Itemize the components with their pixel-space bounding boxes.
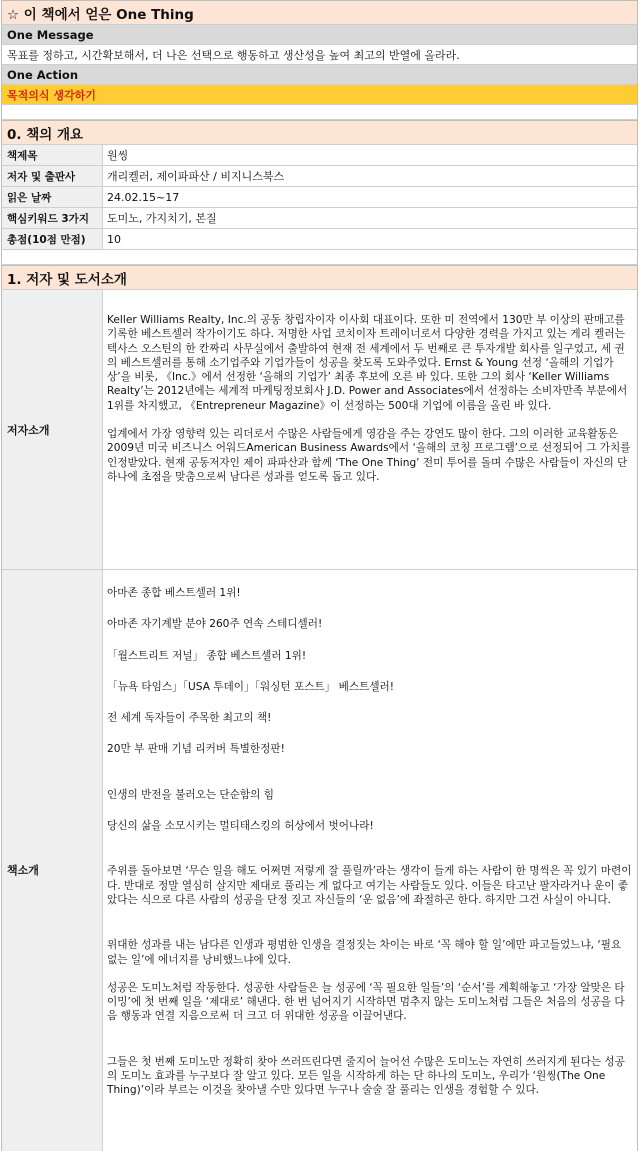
overview-value: 개리켈러, 제이파파산 / 비지니스북스 xyxy=(107,170,285,183)
one-action-text: 목적의식 생각하기 xyxy=(1,85,638,105)
overview-label: 총점(10점 만점) xyxy=(2,229,103,249)
one-message-label: One Message xyxy=(1,25,638,45)
overview-title: 0. 책의 개요 xyxy=(1,120,638,145)
book-paragraph: 「월스트리트 저널」 종합 베스트셀러 1위! xyxy=(107,649,307,662)
book-paragraph: 그들은 첫 번째 도미노만 정확히 찾아 쓰러뜨린다면 줄지어 늘어선 수많은 도미노는 자연히 쓰러지게 된다는 성공의 도미노 효과를 누구보다 잘 알고 있다. 모든 일을 시작하게 하는 단 하나의 도미노, 우리가 ‘원씽(The One Thing)’이라 부르는 이것을 찾아낼 수만 있다면 누구나 술술 잘 풀리는 인생을 경험할 수 있다. xyxy=(107,1055,625,1097)
book-paragraph: 아마존 자기계발 분야 260주 연속 스테디셀러! xyxy=(107,618,323,631)
one-message-text: 목표를 정하고, 시간확보해서, 더 나은 선택으로 행동하고 생산성을 높여 최고의 반열에 올라라. xyxy=(1,45,638,65)
book-paragraph: 당신의 삶을 소모시키는 멀티태스킹의 허상에서 벗어나라! xyxy=(107,820,374,833)
overview-row-date xyxy=(1,187,638,208)
one-thing-title: ☆ 이 책에서 얻은 One Thing xyxy=(1,0,638,25)
book-paragraph: 전 세계 독자들이 주목한 최고의 책! xyxy=(107,712,272,725)
author-paragraph: Keller Williams Realty, Inc.의 공동 창립자이자 이사회 대표이다. 또한 미 전역에서 130만 부 이상의 판매고를 기록한 베스트셀러 작가이기도 하다. 저명한 사업 코치이자 트레이너로서 다양한 경력을 가지고 있는 게리 켈러는 텍사스 오스틴의 한 칸짜리 사무실에서 출발하여 현재 전 세계에서 두 번째로 큰 투자개발 회사를 일구었고, 세 권의 베스트셀러를 통해 소기업주와 기업가들이 성공을 찾도록 도와주었다. Ernst & Young 선정 ‘올해의 기업가 상’을 비롯, 《Inc.》에서 선정한 ‘올해의 기업가’ 최종 후보에 오른 바 있다. 또한 그의 회사 ‘Keller Williams Realty’는 2012년에는 세계적 마케팅정보회사 J.D. Power and Associates에서 선정하는 소비자만족 부분에서 1위를 차지했고, 《Entrepreneur Magazine》이 선정하는 500대 기업에 이름을 올린 바 있다. xyxy=(107,314,628,412)
author-intro-content xyxy=(103,290,637,569)
overview-label: 읽은 날짜 xyxy=(2,187,103,207)
spacer-row xyxy=(1,250,638,265)
overview-row-author xyxy=(1,166,638,187)
overview-value: 도미노, 가지치기, 본질 xyxy=(107,212,217,225)
overview-value: 10 xyxy=(107,232,121,246)
author-intro-block xyxy=(1,290,638,570)
book-paragraph: 20만 부 판매 기념 리커버 특별한정판! xyxy=(107,743,285,756)
overview-label: 책제목 xyxy=(2,145,103,165)
author-paragraph: 업계에서 가장 영향력 있는 리더로서 수많은 사람들에게 영감을 주는 강연도 많이 한다. 그의 이러한 교육활동은 2009년 미국 비즈니스 어워드American Business Awards에서 ‘올해의 코칭 프로그램’으로 선정되어 그 가치를 인정받았다. 현재 공동저자인 제이 파파산과 함께 ‘The One Thing’ 전미 투어를 돌며 수많은 사람들이 자신의 단 하나에 초점을 맞춤으로써 남다른 성과를 얻도록 돕고 있다. xyxy=(107,428,631,483)
book-intro-block xyxy=(1,570,638,1151)
overview-value: 원씽 xyxy=(107,149,129,162)
book-paragraph: 주위를 돌아보면 ‘무슨 일을 해도 어쩌면 저렇게 잘 풀릴까’라는 생각이 들게 하는 사람이 한 명씩은 꼭 있기 마련이다. 반대로 정말 열심히 살지만 제대로 풀리는 게 없다고 여기는 사람들도 있다. 이들은 타고난 팔자라거나 운이 좋았다는 식으로 다른 사람의 성공을 단정 짓고 자신들의 ‘운 없음’에 좌절하곤 한다. 하지만 그건 사실이 아니다. xyxy=(107,865,632,906)
one-action-label: One Action xyxy=(1,65,638,85)
spacer-row xyxy=(1,105,638,120)
overview-label: 핵심키워드 3가지 xyxy=(2,208,103,228)
book-paragraph: 성공은 도미노처럼 작동한다. 성공한 사람들은 늘 성공에 ‘꼭 필요한 일들’의 ‘순서’를 계획해놓고 ‘가장 알맞은 타이밍’에 첫 번째 일을 ‘제대로’ 해낸다. 한 번 넘어지기 시작하면 멈추지 않는 도미노처럼 그들은 처음의 성공을 다음 행동과 연결 지음으로써 더 크고 더 위대한 성공을 이끌어낸다. xyxy=(107,981,625,1023)
one-thing-sheet xyxy=(1,0,638,1151)
book-paragraph: 위대한 성과를 내는 남다른 인생과 평범한 인생을 결정짓는 차이는 바로 ‘꼭 해야 할 일’에만 파고들었느냐, ‘필요 없는 일’에 에너지를 낭비했느냐에 있다. xyxy=(107,939,622,966)
overview-row-title xyxy=(1,145,638,166)
overview-row-score xyxy=(1,229,638,250)
overview-value: 24.02.15~17 xyxy=(107,190,180,204)
overview-label: 저자 및 출판사 xyxy=(2,166,103,186)
book-intro-content xyxy=(103,570,637,1151)
book-paragraph: 아마존 종합 베스트셀러 1위! xyxy=(107,587,241,599)
intro-title: 1. 저자 및 도서소개 xyxy=(1,265,638,290)
overview-row-keywords xyxy=(1,208,638,229)
book-paragraph: 「뉴욕 타임스」「USA 투데이」「워싱턴 포스트」 베스트셀러! xyxy=(107,680,395,693)
book-paragraph: 인생의 반전을 불러오는 단순함의 힘 xyxy=(107,788,274,801)
author-intro-label: 저자소개 xyxy=(2,290,103,569)
book-intro-label: 책소개 xyxy=(2,570,103,1151)
